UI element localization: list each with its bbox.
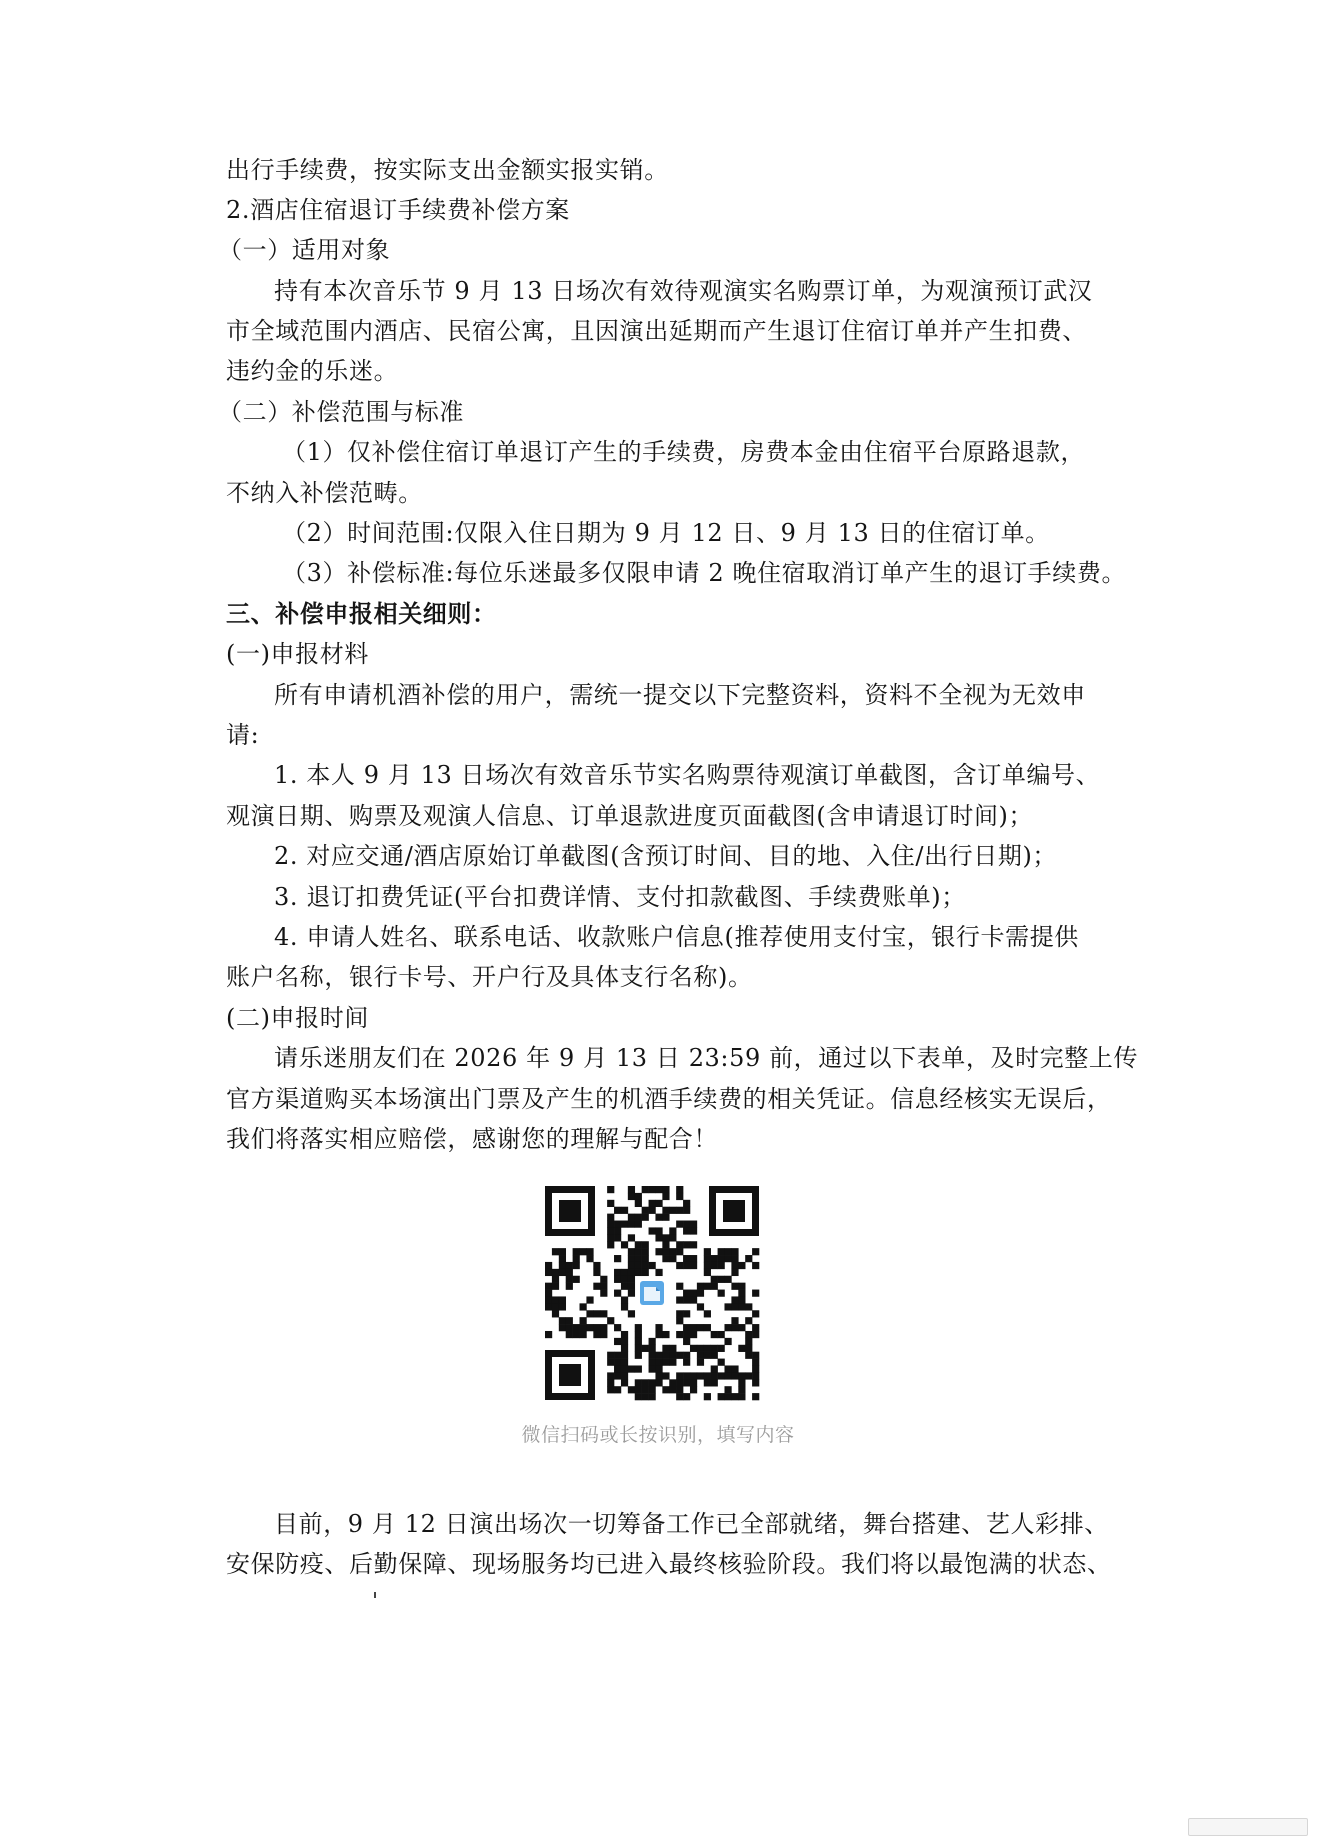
- text-line: 观演日期、购票及观演人信息、订单退款进度页面截图(含申请退订时间)；: [226, 802, 1034, 830]
- text-line: 账户名称，银行卡号、开户行及具体支行名称)。: [226, 963, 753, 991]
- text-line: 市全域范围内酒店、民宿公寓，且因演出延期而产生退订住宿订单并产生扣费、: [226, 317, 1087, 345]
- text-line: 持有本次音乐节 9 月 13 日场次有效待观演实名购票订单，为观演预订武汉: [274, 277, 1093, 305]
- text-line: （2）时间范围:仅限入住日期为 9 月 12 日、9 月 13 日的住宿订单。: [282, 519, 1050, 547]
- list-item: 4. 申请人姓名、联系电话、收款账户信息(推荐使用支付宝，银行卡需提供: [274, 923, 1079, 951]
- section-heading: 2.酒店住宿退订手续费补偿方案: [226, 196, 570, 224]
- qr-caption: 微信扫码或长按识别，填写内容: [521, 1424, 795, 1446]
- subsection-heading: (一)申报材料: [226, 640, 369, 668]
- text-line: 请乐迷朋友们在 2026 年 9 月 13 日 23:59 前，通过以下表单，及时完整上传: [274, 1044, 1139, 1072]
- subsection-heading: （一）适用对象: [218, 236, 391, 264]
- list-item: 3. 退订扣费凭证(平台扣费详情、支付扣款截图、手续费账单)；: [274, 883, 966, 911]
- text-line: 请:: [226, 721, 260, 749]
- subsection-heading: （二）补偿范围与标准: [218, 398, 464, 426]
- text-line: 所有申请机酒补偿的用户，需统一提交以下完整资料，资料不全视为无效申: [274, 681, 1086, 709]
- text-line: （1）仅补偿住宿订单退订产生的手续费，房费本金由住宿平台原路退款，: [282, 438, 1086, 466]
- text-line: 出行手续费，按实际支出金额实报实销。: [226, 156, 669, 184]
- text-line: 官方渠道购买本场演出门票及产生的机酒手续费的相关凭证。信息经核实无误后，: [226, 1085, 1112, 1113]
- scan-mark: [374, 1592, 376, 1598]
- section-heading: 三、补偿申报相关细则：: [226, 599, 497, 628]
- text-line: （3）补偿标准:每位乐迷最多仅限申请 2 晚住宿取消订单产生的退订手续费。: [282, 559, 1127, 587]
- text-line: 目前，9 月 12 日演出场次一切筹备工作已全部就绪，舞台搭建、艺人彩排、: [274, 1510, 1109, 1538]
- scan-watermark: [1188, 1818, 1308, 1836]
- qr-code-icon[interactable]: [543, 1184, 761, 1402]
- list-item: 1. 本人 9 月 13 日场次有效音乐节实名购票待观演订单截图，含订单编号、: [274, 761, 1101, 789]
- form-logo-icon: [636, 1277, 668, 1309]
- list-item: 2. 对应交通/酒店原始订单截图(含预订时间、目的地、入住/出行日期)；: [274, 842, 1058, 870]
- text-line: 我们将落实相应赔偿，感谢您的理解与配合！: [226, 1125, 718, 1153]
- text-line: 不纳入补偿范畴。: [226, 479, 423, 507]
- qr-code-image: [543, 1184, 761, 1402]
- text-line: 安保防疫、后勤保障、现场服务均已进入最终核验阶段。我们将以最饱满的状态、: [226, 1550, 1112, 1578]
- text-line: 违约金的乐迷。: [226, 357, 399, 385]
- subsection-heading: (二)申报时间: [226, 1004, 369, 1032]
